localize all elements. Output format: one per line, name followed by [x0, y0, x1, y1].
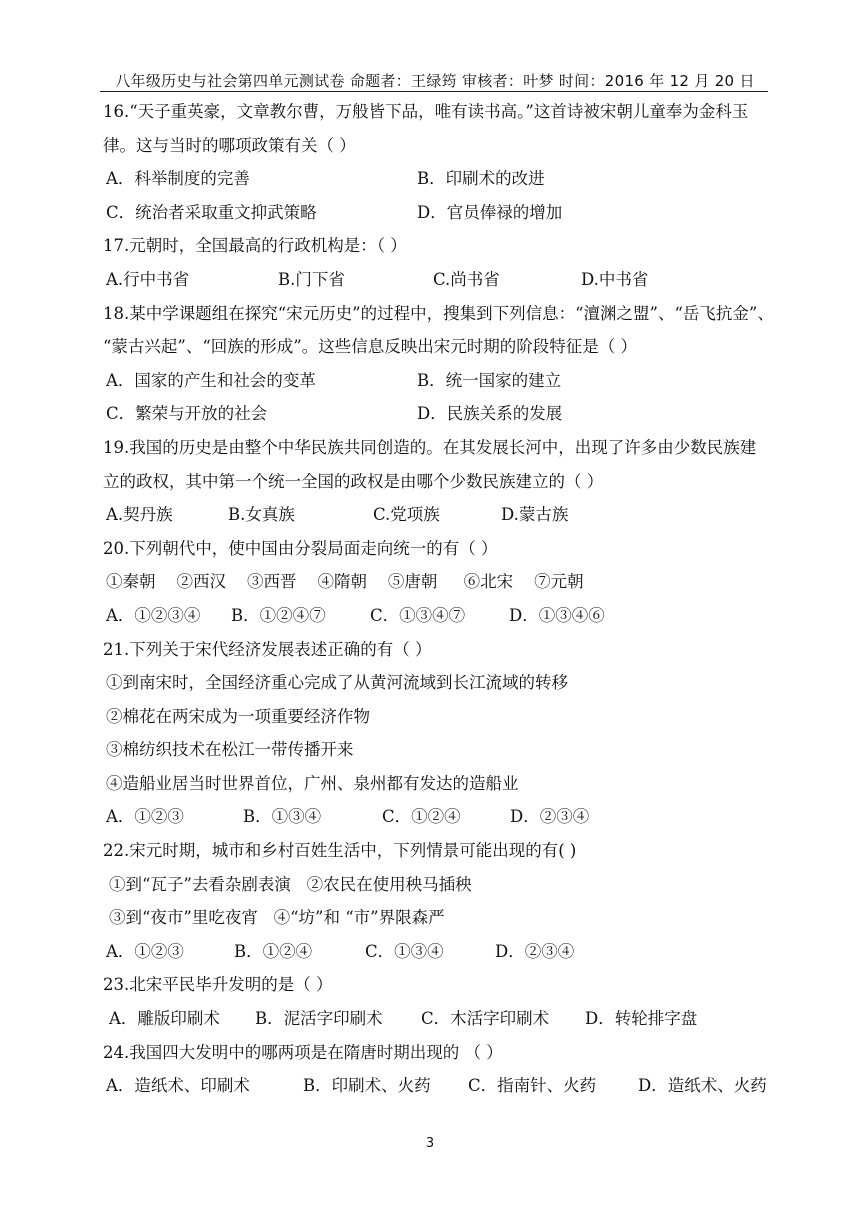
option-row — [103, 1002, 773, 1036]
option-d[interactable]: D．官员俸禄的增加 — [417, 202, 563, 222]
question-19 — [103, 431, 773, 532]
page-header: 八年级历史与社会第四单元测试卷 命题者：王绿筠 审核者：叶梦 时间：2016 年 12 月 20 日 — [115, 72, 755, 90]
option-c[interactable]: C．繁荣与开放的社会 — [106, 404, 268, 424]
question-stem: 23.北宋平民毕升发明的是（ ） — [103, 975, 333, 995]
option-a[interactable]: A．①②③ — [106, 807, 184, 827]
question-stem: 24.我国四大发明中的哪两项是在隋唐时期出现的 （ ） — [103, 1042, 503, 1062]
question-23 — [103, 968, 773, 1035]
option-row — [103, 599, 773, 633]
question-22 — [103, 834, 773, 968]
option-c[interactable]: C．①③④ — [365, 941, 444, 961]
option-c[interactable]: C．①②④ — [382, 807, 461, 827]
statement-item: ③到“夜市”里吃夜宵 ④“坊”和 “市”界限森严 — [109, 908, 445, 928]
option-d[interactable]: D．民族关系的发展 — [417, 404, 563, 424]
question-stem: 律。这与当时的哪项政策有关（ ） — [103, 135, 356, 155]
option-b[interactable]: B．①②④⑦ — [231, 605, 326, 625]
option-a[interactable]: A．造纸术、印刷术 — [106, 1076, 250, 1096]
option-row — [103, 364, 773, 398]
option-row — [103, 162, 773, 196]
question-17 — [103, 229, 773, 296]
option-a[interactable]: A．雕版印刷术 — [109, 1009, 220, 1029]
statement-item: ①秦朝 ②西汉 ③西晋 ④隋朝 ⑤唐朝 ⑥北宋 ⑦元朝 — [106, 572, 584, 592]
option-row — [103, 498, 773, 532]
option-d[interactable]: D.蒙古族 — [501, 505, 569, 525]
option-row — [103, 800, 773, 834]
option-d[interactable]: D．转轮排字盘 — [585, 1009, 698, 1029]
option-d[interactable]: D．②③④ — [495, 941, 575, 961]
question-stem: 17.元朝时，全国最高的行政机构是：（ ） — [103, 236, 407, 256]
option-a[interactable]: A.契丹族 — [106, 505, 173, 525]
option-c[interactable]: C．统治者采取重文抑武策略 — [106, 202, 317, 222]
option-c[interactable]: C．指南针、火药 — [468, 1076, 597, 1096]
question-20 — [103, 532, 773, 633]
question-21 — [103, 633, 773, 835]
question-list — [103, 95, 773, 1103]
option-row — [103, 1069, 773, 1103]
question-stem: 19.我国的历史是由整个中华民族共同创造的。在其发展长河中，出现了许多由少数民族建 — [103, 437, 757, 457]
option-c[interactable]: C.党项族 — [373, 505, 440, 525]
option-c[interactable]: C．①③④⑦ — [370, 605, 466, 625]
question-stem: 21.下列关于宋代经济发展表述正确的有（ ） — [103, 639, 432, 659]
option-a[interactable]: A．①②③ — [106, 941, 184, 961]
option-a[interactable]: A．国家的产生和社会的变革 — [106, 370, 316, 390]
option-b[interactable]: B.门下省 — [278, 269, 345, 289]
option-b[interactable]: B.女真族 — [228, 505, 295, 525]
question-16 — [103, 95, 773, 229]
question-18 — [103, 297, 773, 431]
option-d[interactable]: D．造纸术、火药 — [638, 1076, 767, 1096]
option-d[interactable]: D.中书省 — [581, 269, 649, 289]
question-stem: 22.宋元时期，城市和乡村百姓生活中，下列情景可能出现的有( ) — [103, 841, 577, 861]
option-a[interactable]: A．科举制度的完善 — [106, 169, 250, 189]
question-stem: 16.“天子重英豪，文章教尔曹，万般皆下品，唯有读书高。”这首诗被宋朝儿童奉为金科玉 — [103, 102, 749, 121]
option-b[interactable]: B．印刷术的改进 — [417, 169, 545, 189]
option-d[interactable]: D．①③④⑥ — [509, 605, 605, 625]
option-b[interactable]: B．泥活字印刷术 — [255, 1009, 383, 1029]
header-divider — [100, 91, 768, 92]
option-row — [103, 196, 773, 230]
question-24 — [103, 1036, 773, 1103]
statement-item: ①到南宋时，全国经济重心完成了从黄河流域到长江流域的转移 — [106, 673, 568, 693]
option-b[interactable]: B．印刷术、火药 — [303, 1076, 431, 1096]
option-a[interactable]: A.行中书省 — [106, 269, 190, 289]
statement-item: ①到“瓦子”去看杂剧表演 ②农民在使用秧马插秧 — [109, 874, 472, 894]
statement-item: ④造船业居当时世界首位，广州、泉州都有发达的造船业 — [106, 773, 519, 793]
option-a[interactable]: A．①②③④ — [106, 605, 201, 625]
question-stem: “蒙古兴起”、“回族的形成”。这些信息反映出宋元时期的阶段特征是（ ） — [103, 337, 637, 357]
page-number: 3 — [425, 1136, 435, 1151]
option-row — [103, 263, 773, 297]
statement-item: ③棉纺织技术在松江一带传播开来 — [106, 740, 354, 760]
option-b[interactable]: B．统一国家的建立 — [417, 370, 562, 390]
option-c[interactable]: C.尚书省 — [433, 269, 500, 289]
statement-item: ②棉花在两宋成为一项重要经济作物 — [106, 706, 370, 726]
option-row — [103, 935, 773, 969]
option-b[interactable]: B．①②④ — [234, 941, 313, 961]
question-stem: 20.下列朝代中，使中国由分裂局面走向统一的有（ ） — [103, 538, 498, 558]
option-row — [103, 397, 773, 431]
question-stem: 18.某中学课题组在探究“宋元历史”的过程中，搜集到下列信息：“澶渊之盟”、“岳飞抗金”、 — [103, 303, 774, 323]
option-b[interactable]: B．①③④ — [243, 807, 322, 827]
option-c[interactable]: C．木活字印刷术 — [421, 1009, 550, 1029]
option-d[interactable]: D．②③④ — [510, 807, 590, 827]
question-stem: 立的政权，其中第一个统一全国的政权是由哪个少数民族建立的（ ） — [103, 471, 604, 491]
